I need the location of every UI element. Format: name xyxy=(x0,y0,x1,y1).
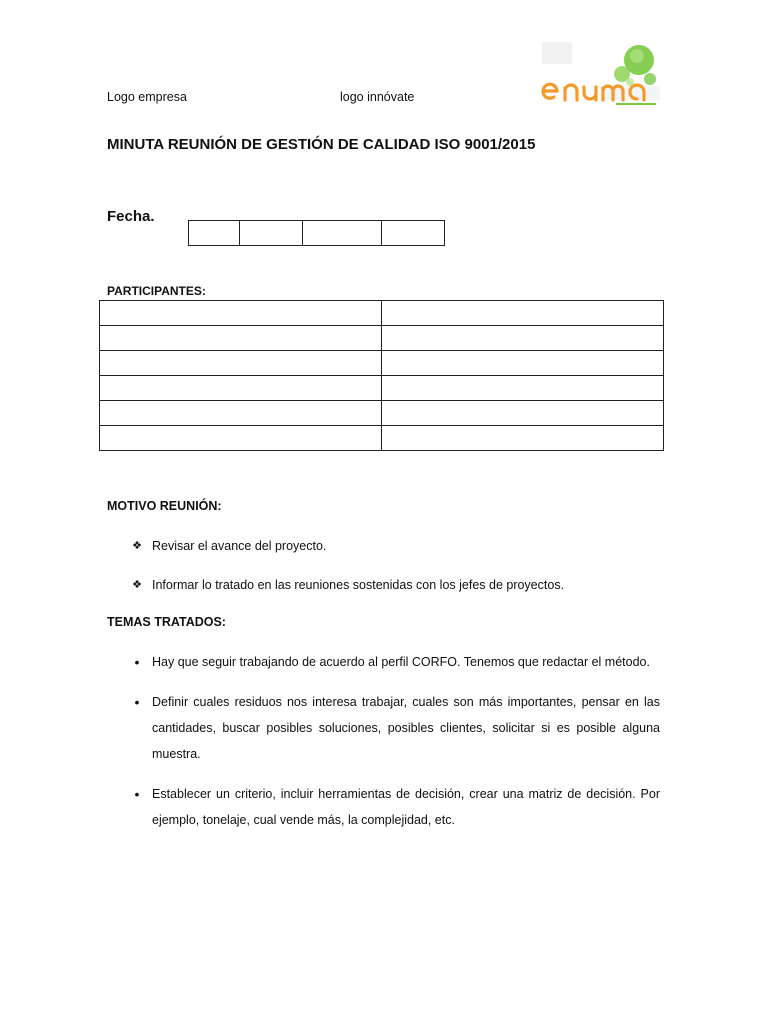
logo-empresa-placeholder: Logo empresa xyxy=(107,90,187,104)
list-item xyxy=(130,533,660,559)
participant-cell[interactable] xyxy=(382,301,664,326)
list-item xyxy=(130,649,660,675)
tema-item-text: Definir cuales residuos nos interesa trabajar, cuales son más importantes, pensar en las cantidades, buscar posibles soluciones, posibles clientes, solicitar si es posible alguna muestra. xyxy=(152,695,660,761)
motivo-item-text: Revisar el avance del proyecto. xyxy=(152,539,327,553)
fecha-table xyxy=(188,220,445,246)
list-item xyxy=(130,572,660,598)
table-row xyxy=(100,326,664,351)
participant-cell[interactable] xyxy=(100,301,382,326)
participants-table xyxy=(99,300,664,451)
participant-cell[interactable] xyxy=(100,326,382,351)
fecha-cell-year[interactable] xyxy=(303,221,382,246)
table-row xyxy=(100,376,664,401)
fecha-cell-day[interactable] xyxy=(189,221,240,246)
document-title: MINUTA REUNIÓN DE GESTIÓN DE CALIDAD ISO 9001/2015 xyxy=(107,136,536,153)
diamond-bullet-icon: ❖ xyxy=(132,540,142,552)
participant-cell[interactable] xyxy=(100,351,382,376)
logo-innovate-placeholder: logo innóvate xyxy=(340,90,415,104)
temas-heading: TEMAS TRATADOS: xyxy=(107,615,226,629)
participantes-label: PARTICIPANTES: xyxy=(107,284,206,298)
motivo-item-text: Informar lo tratado en las reuniones sostenidas con los jefes de proyectos. xyxy=(152,578,565,592)
participant-cell[interactable] xyxy=(382,426,664,451)
fecha-label: Fecha. xyxy=(107,208,155,225)
participant-cell[interactable] xyxy=(382,326,664,351)
motivo-heading: MOTIVO REUNIÓN: xyxy=(107,499,222,513)
bullet-dot-icon: • xyxy=(134,786,140,802)
table-row xyxy=(100,351,664,376)
bullet-dot-icon: • xyxy=(134,654,140,670)
table-row xyxy=(100,301,664,326)
participant-cell[interactable] xyxy=(100,376,382,401)
participant-cell[interactable] xyxy=(100,426,382,451)
participant-cell[interactable] xyxy=(382,401,664,426)
enyma-logo xyxy=(536,40,664,112)
participant-cell[interactable] xyxy=(382,351,664,376)
tema-item-text: Establecer un criterio, incluir herramientas de decisión, crear una matriz de decisión. Por ejemplo, tonelaje, cual vende más, la complejidad, etc. xyxy=(152,787,660,827)
diamond-bullet-icon: ❖ xyxy=(132,579,142,591)
tema-item-text: Hay que seguir trabajando de acuerdo al perfil CORFO. Tenemos que redactar el método. xyxy=(152,655,650,669)
table-row xyxy=(100,426,664,451)
list-item xyxy=(130,689,660,767)
participant-cell[interactable] xyxy=(100,401,382,426)
fecha-cell-extra[interactable] xyxy=(382,221,445,246)
list-item xyxy=(130,781,660,833)
fecha-cell-month[interactable] xyxy=(240,221,303,246)
participant-cell[interactable] xyxy=(382,376,664,401)
bullet-dot-icon: • xyxy=(134,694,140,710)
table-row xyxy=(100,401,664,426)
